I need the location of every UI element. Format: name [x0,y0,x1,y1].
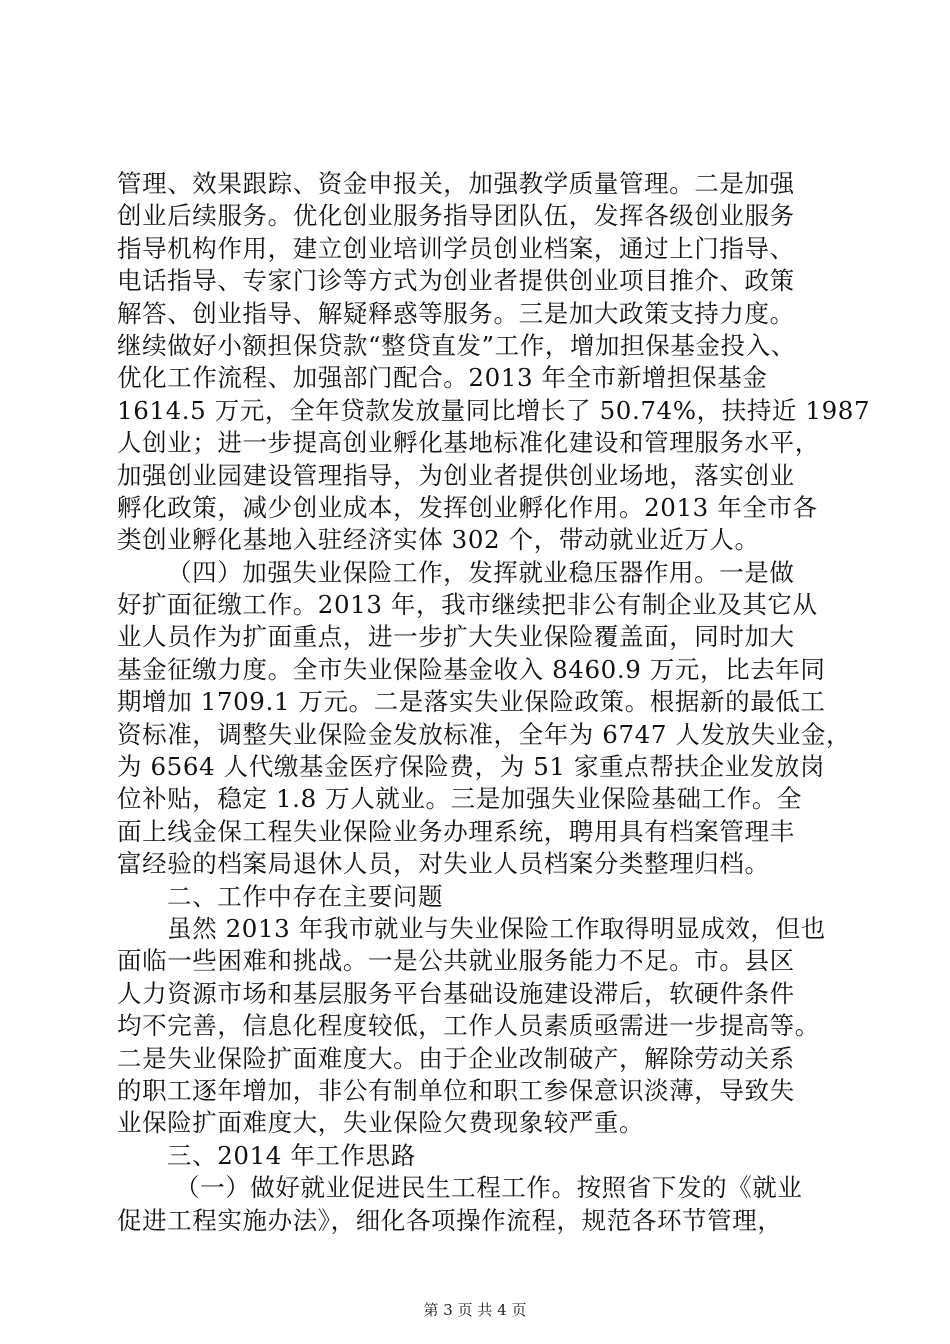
page-footer [0,1299,950,1320]
text-line: 面临一些困难和挑战。一是公共就业服务能力不足。市。县区 [117,946,795,976]
text-line: 期增加 1709.1 万元。二是落实失业保险政策。根据新的最低工 [117,687,826,717]
text-line: 创业后续服务。优化创业服务指导团队伍，发挥各级创业服务 [117,201,795,231]
text-line: 管理、效果跟踪、资金申报关，加强教学质量管理。二是加强 [117,169,795,198]
text-line: 继续做好小额担保贷款“整贷直发”工作，增加担保基金投入、 [117,330,796,360]
section-heading-problems: 二、工作中存在主要问题 [167,881,444,911]
text-line: 指导机构作用，建立创业培训学员创业档案，通过上门指导、 [117,233,795,263]
text-line: 优化工作流程、加强部门配合。2013 年全市新增担保基金 [117,363,768,393]
section-heading-4: （四）加强失业保险工作，发挥就业稳压器作用。一是做 [167,557,795,587]
text-line: 虽然 2013 年我市就业与失业保险工作取得明显成效，但也 [167,913,826,943]
text-line: 1614.5 万元，全年贷款发放量同比增长了 50.74%，扶持近 1987 [117,395,871,425]
text-line: 人力资源市场和基层服务平台基础设施建设滞后，软硬件条件 [117,978,795,1008]
text-line: 位补贴，稳定 1.8 万人就业。三是加强失业保险基础工作。全 [117,784,803,814]
text-line: 业保险扩面难度大，失业保险欠费现象较严重。 [117,1108,645,1138]
text-line: 电话指导、专家门诊等方式为创业者提供创业项目推介、政策 [117,266,795,296]
text-line: 为 6564 人代缴基金医疗保险费，为 51 家重点帮扶企业发放岗 [117,752,825,782]
text-line: 人创业；进一步提高创业孵化基地标准化建设和管理服务水平， [117,428,820,458]
page-number: 第 3 页 共 4 页 [423,1301,527,1319]
text-line: 基金征缴力度。全市失业保险基金收入 8460.9 万元，比去年同 [117,654,826,684]
text-line: 好扩面征缴工作。2013 年，我市继续把非公有制企业及其它从 [117,590,818,620]
text-line: 富经验的档案局退休人员，对失业人员档案分类整理归档。 [117,849,770,879]
text-line: 促进工程实施办法》，细化各项操作流程，规范各环节管理， [117,1205,783,1235]
section-heading-1: （一）做好就业促进民生工程工作。按照省下发的《就业 [175,1173,803,1203]
text-line: 解答、创业指导、解疑释惑等服务。三是加大政策支持力度。 [117,298,795,328]
text-line: 均不完善，信息化程度较低，工作人员素质亟需进一步提高等。 [117,1011,820,1041]
section-heading-plan: 三、2014 年工作思路 [167,1140,416,1170]
text-line: 孵化政策，减少创业成本，发挥创业孵化作用。2013 年全市各 [117,492,818,522]
text-line: 业人员作为扩面重点，进一步扩大失业保险覆盖面，同时加大 [117,622,795,652]
body-text [117,168,871,1237]
text-line: 面上线金保工程失业保险业务办理系统，聘用具有档案管理丰 [117,816,795,846]
text-line: 类创业孵化基地入驻经济实体 302 个，带动就业近万人。 [117,525,760,555]
text-line: 的职工逐年增加，非公有制单位和职工参保意识淡薄，导致失 [117,1075,795,1105]
text-line: 资标准，调整失业保险金发放标准，全年为 6747 人发放失业金， [117,719,852,749]
text-line: 加强创业园建设管理指导，为创业者提供创业场地，落实创业 [117,460,795,490]
text-line: 二是失业保险扩面难度大。由于企业改制破产，解除劳动关系 [117,1043,795,1073]
